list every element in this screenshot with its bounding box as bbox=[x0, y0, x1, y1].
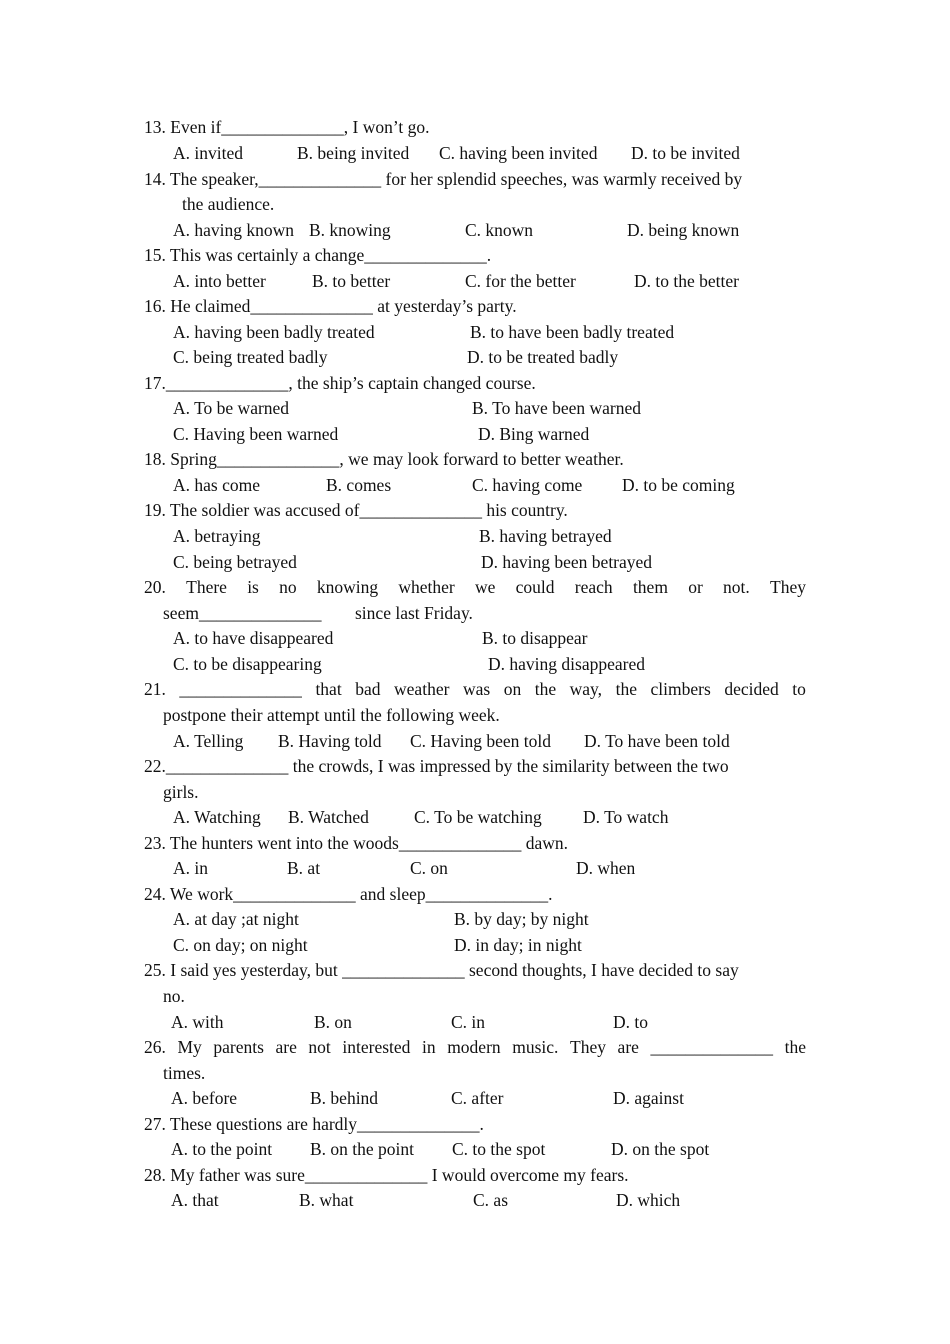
option-a: A. Watching bbox=[173, 807, 261, 827]
stem-word: There bbox=[186, 577, 227, 597]
question-stem: 19. The soldier was accused of______________ his country. bbox=[144, 500, 568, 520]
option-c: C. Having been warned bbox=[173, 424, 339, 444]
option-a: A. to the point bbox=[171, 1139, 273, 1159]
options-row bbox=[0, 1009, 950, 1035]
question-stem-justified bbox=[144, 676, 806, 702]
question-stem: 22.______________ the crowds, I was impressed by the similarity between the two bbox=[144, 756, 729, 776]
option-d: D. to the better bbox=[634, 271, 739, 291]
option-b: B. on bbox=[314, 1012, 352, 1032]
stem-word: are bbox=[275, 1037, 297, 1057]
option-a: A. before bbox=[171, 1088, 238, 1108]
question-stem: 16. He claimed______________ at yesterday’s party. bbox=[144, 296, 517, 316]
option-d: D. having been betrayed bbox=[481, 552, 653, 572]
stem-word: reach bbox=[574, 577, 613, 597]
question-15 bbox=[0, 242, 950, 268]
stem-word: the bbox=[534, 679, 557, 699]
question-stem: times. bbox=[163, 1063, 206, 1083]
stem-word: not bbox=[308, 1037, 331, 1057]
stem-word: ______________ bbox=[179, 679, 302, 699]
option-c: C. to the spot bbox=[452, 1139, 546, 1159]
stem-word: could bbox=[515, 577, 555, 597]
option-b: B. what bbox=[299, 1190, 354, 1210]
question-26 bbox=[0, 1034, 950, 1060]
option-a: A. having been badly treated bbox=[173, 322, 375, 342]
question-25 bbox=[0, 957, 950, 983]
question-13 bbox=[0, 114, 950, 140]
stem-word: 21. bbox=[144, 679, 166, 699]
stem-word: or bbox=[688, 577, 703, 597]
options-row bbox=[0, 625, 950, 651]
option-d: D. to bbox=[613, 1012, 648, 1032]
question-stem-tail: since last Friday. bbox=[355, 603, 473, 623]
stem-word: ______________ bbox=[650, 1037, 773, 1057]
stem-word: parents bbox=[213, 1037, 264, 1057]
options-row bbox=[0, 217, 950, 243]
stem-word: They bbox=[770, 577, 806, 597]
options-row bbox=[0, 728, 950, 754]
question-stem: postpone their attempt until the following week. bbox=[163, 705, 500, 725]
option-a: A. to have disappeared bbox=[173, 628, 334, 648]
question-24 bbox=[0, 881, 950, 907]
options-row bbox=[0, 804, 950, 830]
question-19 bbox=[0, 497, 950, 523]
options-row bbox=[0, 906, 950, 932]
option-b: B. comes bbox=[326, 475, 392, 495]
option-d: D. on the spot bbox=[611, 1139, 710, 1159]
option-d: D. against bbox=[613, 1088, 684, 1108]
option-c: C. having been invited bbox=[439, 143, 598, 163]
question-stem-continued bbox=[0, 600, 950, 626]
stem-word: not. bbox=[723, 577, 750, 597]
option-b: B. to disappear bbox=[482, 628, 588, 648]
option-c: C. being betrayed bbox=[173, 552, 297, 572]
option-a: A. in bbox=[173, 858, 208, 878]
question-17 bbox=[0, 370, 950, 396]
stem-word: on bbox=[503, 679, 522, 699]
stem-word: interested bbox=[342, 1037, 411, 1057]
question-22 bbox=[0, 753, 950, 779]
option-d: D. to be coming bbox=[622, 475, 735, 495]
option-c: C. Having been told bbox=[410, 731, 551, 751]
option-c: C. being treated badly bbox=[173, 347, 328, 367]
option-c: C. after bbox=[451, 1088, 504, 1108]
stem-word: way, bbox=[569, 679, 603, 699]
stem-word: is bbox=[247, 577, 259, 597]
option-d: D. which bbox=[616, 1190, 681, 1210]
stem-word: whether bbox=[398, 577, 455, 597]
stem-word: 26. bbox=[144, 1037, 166, 1057]
options-row bbox=[0, 140, 950, 166]
options-row bbox=[0, 1136, 950, 1162]
options-row bbox=[0, 1085, 950, 1111]
question-20 bbox=[0, 574, 950, 600]
stem-word: modern bbox=[447, 1037, 501, 1057]
option-a: A. having known bbox=[173, 220, 295, 240]
question-stem: 17.______________, the ship’s captain changed course. bbox=[144, 373, 536, 393]
options-row bbox=[0, 344, 950, 370]
option-b: B. at bbox=[287, 858, 321, 878]
options-row bbox=[0, 855, 950, 881]
option-b: B. being invited bbox=[297, 143, 410, 163]
stem-word: them bbox=[632, 577, 668, 597]
question-18 bbox=[0, 446, 950, 472]
option-b: B. on the point bbox=[310, 1139, 415, 1159]
options-row bbox=[0, 268, 950, 294]
stem-word: 20. bbox=[144, 577, 166, 597]
option-d: D. to be treated badly bbox=[467, 347, 619, 367]
stem-word: climbers bbox=[650, 679, 711, 699]
option-d: D. To watch bbox=[583, 807, 669, 827]
option-a: A. at day ;at night bbox=[173, 909, 299, 929]
question-stem: no. bbox=[163, 986, 185, 1006]
question-stem-justified bbox=[144, 1034, 806, 1060]
question-stem-continued bbox=[0, 779, 950, 805]
stem-word: no bbox=[279, 577, 297, 597]
question-stem: seem______________ bbox=[163, 603, 322, 623]
question-stem: 15. This was certainly a change______________. bbox=[144, 245, 492, 265]
question-stem: 24. We work______________ and sleep______________. bbox=[144, 884, 553, 904]
options-row bbox=[0, 651, 950, 677]
stem-word: My bbox=[177, 1037, 202, 1057]
option-a: A. To be warned bbox=[173, 398, 290, 418]
option-c: C. as bbox=[473, 1190, 508, 1210]
question-16 bbox=[0, 293, 950, 319]
question-14 bbox=[0, 166, 950, 192]
option-d: D. To have been told bbox=[584, 731, 730, 751]
option-d: D. Bing warned bbox=[478, 424, 590, 444]
stem-word: bad bbox=[355, 679, 381, 699]
stem-word: that bbox=[315, 679, 342, 699]
stem-word: the bbox=[784, 1037, 806, 1057]
stem-word: are bbox=[617, 1037, 639, 1057]
option-a: A. that bbox=[171, 1190, 219, 1210]
option-a: A. with bbox=[171, 1012, 224, 1032]
option-b: B. behind bbox=[310, 1088, 379, 1108]
option-a: A. betraying bbox=[173, 526, 261, 546]
option-a: A. into better bbox=[173, 271, 266, 291]
option-a: A. Telling bbox=[173, 731, 244, 751]
question-stem-continued bbox=[0, 191, 950, 217]
stem-word: the bbox=[615, 679, 637, 699]
options-row bbox=[0, 395, 950, 421]
option-c: C. having come bbox=[472, 475, 583, 495]
stem-word: decided bbox=[724, 679, 779, 699]
option-d: D. being known bbox=[627, 220, 740, 240]
option-b: B. knowing bbox=[309, 220, 391, 240]
question-stem-continued bbox=[0, 702, 950, 728]
stem-word: They bbox=[570, 1037, 606, 1057]
stem-word: in bbox=[421, 1037, 436, 1057]
question-27 bbox=[0, 1111, 950, 1137]
stem-word: weather bbox=[394, 679, 450, 699]
options-row bbox=[0, 1187, 950, 1213]
option-c: C. in bbox=[451, 1012, 486, 1032]
option-d: D. having disappeared bbox=[488, 654, 645, 674]
stem-word: music. bbox=[512, 1037, 559, 1057]
question-23 bbox=[0, 830, 950, 856]
question-stem: the audience. bbox=[182, 194, 275, 214]
question-stem: 25. I said yes yesterday, but ______________ second thoughts, I have decided to say bbox=[144, 960, 739, 980]
question-21 bbox=[0, 676, 950, 702]
question-stem: 28. My father was sure______________ I would overcome my fears. bbox=[144, 1165, 629, 1185]
option-d: D. in day; in night bbox=[454, 935, 582, 955]
options-row bbox=[0, 319, 950, 345]
option-b: B. Having told bbox=[278, 731, 382, 751]
options-row bbox=[0, 421, 950, 447]
option-d: D. to be invited bbox=[631, 143, 740, 163]
stem-word: we bbox=[475, 577, 496, 597]
question-stem-justified bbox=[144, 574, 806, 600]
question-stem-continued bbox=[0, 1060, 950, 1086]
option-b: B. To have been warned bbox=[472, 398, 642, 418]
option-c: C. known bbox=[465, 220, 534, 240]
option-d: D. when bbox=[576, 858, 636, 878]
option-c: C. on day; on night bbox=[173, 935, 308, 955]
question-stem: 27. These questions are hardly______________. bbox=[144, 1114, 484, 1134]
question-stem: 14. The speaker,______________ for her splendid speeches, was warmly received by bbox=[144, 169, 743, 189]
option-c: C. to be disappearing bbox=[173, 654, 322, 674]
question-stem: 18. Spring______________, we may look forward to better weather. bbox=[144, 449, 624, 469]
option-c: C. for the better bbox=[465, 271, 576, 291]
question-stem: 13. Even if______________, I won’t go. bbox=[144, 117, 430, 137]
stem-word: to bbox=[792, 679, 806, 699]
question-28 bbox=[0, 1162, 950, 1188]
option-c: C. To be watching bbox=[414, 807, 542, 827]
stem-word: knowing bbox=[316, 577, 379, 597]
options-row bbox=[0, 472, 950, 498]
question-stem-continued bbox=[0, 983, 950, 1009]
option-b: B. to have been badly treated bbox=[470, 322, 675, 342]
options-row bbox=[0, 549, 950, 575]
options-row bbox=[0, 523, 950, 549]
option-a: A. has come bbox=[173, 475, 260, 495]
options-row bbox=[0, 932, 950, 958]
option-b: B. by day; by night bbox=[454, 909, 589, 929]
option-b: B. having betrayed bbox=[479, 526, 612, 546]
option-a: A. invited bbox=[173, 143, 243, 163]
question-stem: girls. bbox=[163, 782, 199, 802]
option-b: B. to better bbox=[312, 271, 391, 291]
question-stem: 23. The hunters went into the woods______________ dawn. bbox=[144, 833, 569, 853]
stem-word: was bbox=[462, 679, 491, 699]
option-c: C. on bbox=[410, 858, 448, 878]
option-b: B. Watched bbox=[288, 807, 369, 827]
